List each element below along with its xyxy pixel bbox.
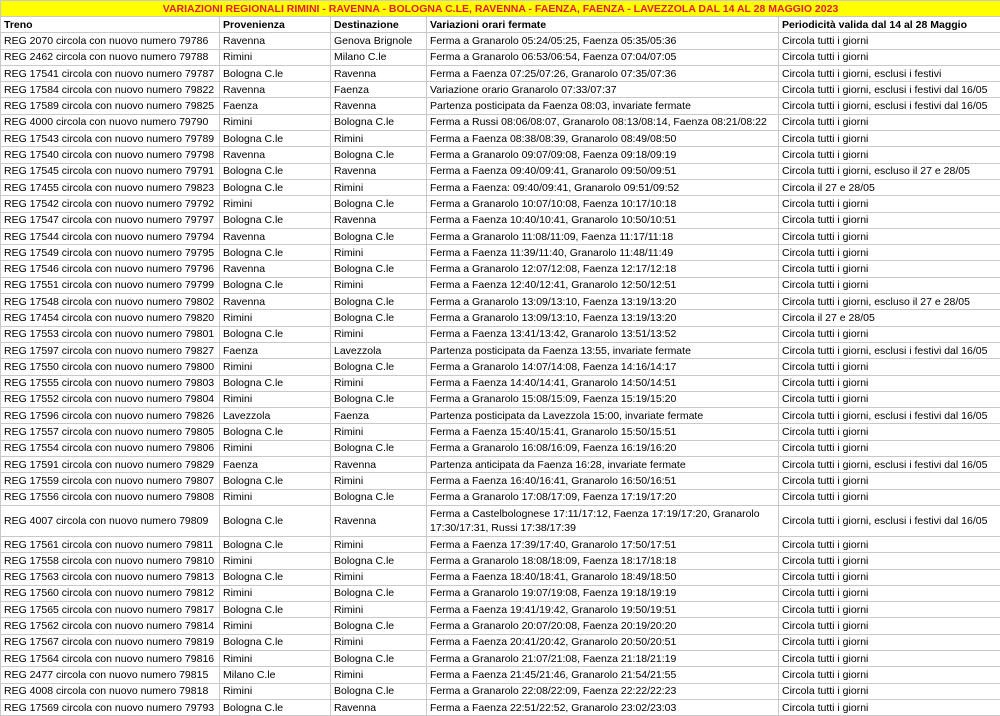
cell-destinazione: Rimini bbox=[331, 634, 427, 650]
cell-variazioni: Ferma a Faenza 18:40/18:41, Granarolo 18:49/18:50 bbox=[427, 569, 779, 585]
cell-periodicita: Circola tutti i giorni bbox=[779, 424, 1000, 440]
cell-periodicita: Circola tutti i giorni, escluso il 27 e 28/05 bbox=[779, 163, 1000, 179]
header-variazioni: Variazioni orari fermate bbox=[427, 17, 779, 33]
cell-treno: REG 17540 circola con nuovo numero 79798 bbox=[1, 147, 220, 163]
cell-provenienza: Bologna C.le bbox=[220, 536, 331, 552]
cell-variazioni: Ferma a Castelbolognese 17:11/17:12, Faenza 17:19/17:20, Granarolo 17:30/17:31, Russi 17:38/17:39 bbox=[427, 505, 779, 536]
table-row bbox=[1, 65, 1000, 81]
cell-treno: REG 17542 circola con nuovo numero 79792 bbox=[1, 196, 220, 212]
table-row bbox=[1, 212, 1000, 228]
cell-destinazione: Ravenna bbox=[331, 212, 427, 228]
cell-provenienza: Rimini bbox=[220, 114, 331, 130]
cell-periodicita: Circola il 27 e 28/05 bbox=[779, 310, 1000, 326]
header-periodicita: Periodicità valida dal 14 al 28 Maggio bbox=[779, 17, 1000, 33]
cell-destinazione: Bologna C.le bbox=[331, 359, 427, 375]
cell-variazioni: Ferma a Granarolo 11:08/11:09, Faenza 11:17/11:18 bbox=[427, 228, 779, 244]
cell-destinazione: Faenza bbox=[331, 82, 427, 98]
cell-periodicita: Circola tutti i giorni, esclusi i festivi dal 16/05 bbox=[779, 82, 1000, 98]
cell-variazioni: Ferma a Faenza 12:40/12:41, Granarolo 12:50/12:51 bbox=[427, 277, 779, 293]
cell-treno: REG 17546 circola con nuovo numero 79796 bbox=[1, 261, 220, 277]
cell-treno: REG 2070 circola con nuovo numero 79786 bbox=[1, 33, 220, 49]
cell-provenienza: Rimini bbox=[220, 391, 331, 407]
cell-destinazione: Rimini bbox=[331, 179, 427, 195]
cell-variazioni: Ferma a Granarolo 05:24/05:25, Faenza 05:35/05:36 bbox=[427, 33, 779, 49]
cell-periodicita: Circola tutti i giorni bbox=[779, 114, 1000, 130]
cell-treno: REG 17554 circola con nuovo numero 79806 bbox=[1, 440, 220, 456]
cell-provenienza: Rimini bbox=[220, 196, 331, 212]
cell-periodicita: Circola tutti i giorni, esclusi i festivi dal 16/05 bbox=[779, 457, 1000, 473]
cell-treno: REG 17556 circola con nuovo numero 79808 bbox=[1, 489, 220, 505]
cell-treno: REG 17564 circola con nuovo numero 79816 bbox=[1, 650, 220, 666]
cell-treno: REG 17555 circola con nuovo numero 79803 bbox=[1, 375, 220, 391]
cell-periodicita: Circola tutti i giorni bbox=[779, 49, 1000, 65]
cell-variazioni: Ferma a Granarolo 21:07/21:08, Faenza 21:18/21:19 bbox=[427, 650, 779, 666]
table-row bbox=[1, 505, 1000, 536]
cell-provenienza: Rimini bbox=[220, 650, 331, 666]
cell-treno: REG 17569 circola con nuovo numero 79793 bbox=[1, 699, 220, 715]
cell-treno: REG 17551 circola con nuovo numero 79799 bbox=[1, 277, 220, 293]
cell-variazioni: Ferma a Faenza 14:40/14:41, Granarolo 14:50/14:51 bbox=[427, 375, 779, 391]
cell-variazioni: Ferma a Granarolo 12:07/12:08, Faenza 12:17/12:18 bbox=[427, 261, 779, 277]
cell-periodicita: Circola tutti i giorni bbox=[779, 618, 1000, 634]
cell-provenienza: Bologna C.le bbox=[220, 131, 331, 147]
cell-periodicita: Circola tutti i giorni bbox=[779, 245, 1000, 261]
cell-destinazione: Faenza bbox=[331, 408, 427, 424]
cell-periodicita: Circola tutti i giorni bbox=[779, 33, 1000, 49]
cell-periodicita: Circola tutti i giorni bbox=[779, 553, 1000, 569]
cell-destinazione: Ravenna bbox=[331, 505, 427, 536]
cell-treno: REG 17454 circola con nuovo numero 79820 bbox=[1, 310, 220, 326]
cell-provenienza: Bologna C.le bbox=[220, 634, 331, 650]
cell-provenienza: Ravenna bbox=[220, 82, 331, 98]
cell-periodicita: Circola tutti i giorni bbox=[779, 699, 1000, 715]
cell-variazioni: Ferma a Granarolo 16:08/16:09, Faenza 16:19/16:20 bbox=[427, 440, 779, 456]
cell-destinazione: Ravenna bbox=[331, 457, 427, 473]
cell-provenienza: Bologna C.le bbox=[220, 602, 331, 618]
table-row bbox=[1, 457, 1000, 473]
cell-periodicita: Circola tutti i giorni bbox=[779, 569, 1000, 585]
cell-treno: REG 4008 circola con nuovo numero 79818 bbox=[1, 683, 220, 699]
cell-periodicita: Circola tutti i giorni bbox=[779, 536, 1000, 552]
cell-variazioni: Ferma a Faenza 13:41/13:42, Granarolo 13:51/13:52 bbox=[427, 326, 779, 342]
cell-treno: REG 17545 circola con nuovo numero 79791 bbox=[1, 163, 220, 179]
cell-variazioni: Variazione orario Granarolo 07:33/07:37 bbox=[427, 82, 779, 98]
cell-periodicita: Circola tutti i giorni bbox=[779, 489, 1000, 505]
cell-periodicita: Circola tutti i giorni bbox=[779, 440, 1000, 456]
cell-treno: REG 17596 circola con nuovo numero 79826 bbox=[1, 408, 220, 424]
cell-variazioni: Ferma a Granarolo 15:08/15:09, Faenza 15:19/15:20 bbox=[427, 391, 779, 407]
cell-variazioni: Ferma a Faenza 08:38/08:39, Granarolo 08:49/08:50 bbox=[427, 131, 779, 147]
cell-treno: REG 17549 circola con nuovo numero 79795 bbox=[1, 245, 220, 261]
cell-periodicita: Circola tutti i giorni bbox=[779, 228, 1000, 244]
header-treno: Treno bbox=[1, 17, 220, 33]
cell-destinazione: Rimini bbox=[331, 424, 427, 440]
cell-variazioni: Partenza posticipata da Faenza 13:55, invariate fermate bbox=[427, 342, 779, 358]
table-row bbox=[1, 359, 1000, 375]
cell-destinazione: Ravenna bbox=[331, 98, 427, 114]
cell-treno: REG 17560 circola con nuovo numero 79812 bbox=[1, 585, 220, 601]
cell-destinazione: Bologna C.le bbox=[331, 489, 427, 505]
cell-periodicita: Circola tutti i giorni bbox=[779, 196, 1000, 212]
cell-periodicita: Circola tutti i giorni, esclusi i festivi bbox=[779, 65, 1000, 81]
cell-destinazione: Bologna C.le bbox=[331, 310, 427, 326]
table-row bbox=[1, 473, 1000, 489]
cell-destinazione: Bologna C.le bbox=[331, 147, 427, 163]
cell-treno: REG 17567 circola con nuovo numero 79819 bbox=[1, 634, 220, 650]
cell-destinazione: Ravenna bbox=[331, 699, 427, 715]
table-row bbox=[1, 342, 1000, 358]
cell-provenienza: Bologna C.le bbox=[220, 179, 331, 195]
table-row bbox=[1, 310, 1000, 326]
table-row bbox=[1, 553, 1000, 569]
cell-variazioni: Partenza posticipata da Faenza 08:03, invariate fermate bbox=[427, 98, 779, 114]
cell-periodicita: Circola il 27 e 28/05 bbox=[779, 179, 1000, 195]
cell-destinazione: Bologna C.le bbox=[331, 196, 427, 212]
cell-destinazione: Bologna C.le bbox=[331, 391, 427, 407]
cell-periodicita: Circola tutti i giorni bbox=[779, 650, 1000, 666]
cell-provenienza: Rimini bbox=[220, 683, 331, 699]
table-row bbox=[1, 131, 1000, 147]
cell-provenienza: Rimini bbox=[220, 618, 331, 634]
cell-variazioni: Partenza anticipata da Faenza 16:28, invariate fermate bbox=[427, 457, 779, 473]
cell-provenienza: Ravenna bbox=[220, 228, 331, 244]
cell-variazioni: Ferma a Faenza 15:40/15:41, Granarolo 15:50/15:51 bbox=[427, 424, 779, 440]
cell-provenienza: Milano C.le bbox=[220, 667, 331, 683]
cell-treno: REG 17553 circola con nuovo numero 79801 bbox=[1, 326, 220, 342]
cell-periodicita: Circola tutti i giorni, esclusi i festivi dal 16/05 bbox=[779, 342, 1000, 358]
cell-variazioni: Ferma a Faenza 07:25/07:26, Granarolo 07:35/07:36 bbox=[427, 65, 779, 81]
cell-provenienza: Ravenna bbox=[220, 33, 331, 49]
cell-provenienza: Rimini bbox=[220, 359, 331, 375]
cell-treno: REG 2477 circola con nuovo numero 79815 bbox=[1, 667, 220, 683]
cell-periodicita: Circola tutti i giorni, esclusi i festivi dal 16/05 bbox=[779, 408, 1000, 424]
cell-periodicita: Circola tutti i giorni, esclusi i festivi dal 16/05 bbox=[779, 98, 1000, 114]
cell-treno: REG 4007 circola con nuovo numero 79809 bbox=[1, 505, 220, 536]
table-row bbox=[1, 277, 1000, 293]
table-row bbox=[1, 699, 1000, 715]
cell-treno: REG 4000 circola con nuovo numero 79790 bbox=[1, 114, 220, 130]
cell-destinazione: Lavezzola bbox=[331, 342, 427, 358]
cell-destinazione: Milano C.le bbox=[331, 49, 427, 65]
table-row bbox=[1, 245, 1000, 261]
cell-destinazione: Bologna C.le bbox=[331, 294, 427, 310]
cell-variazioni: Ferma a Faenza 16:40/16:41, Granarolo 16:50/16:51 bbox=[427, 473, 779, 489]
cell-periodicita: Circola tutti i giorni, esclusi i festivi dal 16/05 bbox=[779, 505, 1000, 536]
cell-destinazione: Rimini bbox=[331, 473, 427, 489]
cell-periodicita: Circola tutti i giorni bbox=[779, 473, 1000, 489]
cell-variazioni: Ferma a Granarolo 18:08/18:09, Faenza 18:17/18:18 bbox=[427, 553, 779, 569]
title-row bbox=[1, 1, 1000, 17]
table-row bbox=[1, 391, 1000, 407]
cell-treno: REG 17584 circola con nuovo numero 79822 bbox=[1, 82, 220, 98]
cell-treno: REG 17559 circola con nuovo numero 79807 bbox=[1, 473, 220, 489]
cell-provenienza: Faenza bbox=[220, 98, 331, 114]
table-row bbox=[1, 163, 1000, 179]
table-row bbox=[1, 228, 1000, 244]
cell-treno: REG 17561 circola con nuovo numero 79811 bbox=[1, 536, 220, 552]
cell-variazioni: Ferma a Faenza 17:39/17:40, Granarolo 17:50/17:51 bbox=[427, 536, 779, 552]
cell-provenienza: Bologna C.le bbox=[220, 65, 331, 81]
cell-variazioni: Ferma a Granarolo 17:08/17:09, Faenza 17:19/17:20 bbox=[427, 489, 779, 505]
cell-periodicita: Circola tutti i giorni bbox=[779, 261, 1000, 277]
header-destinazione: Destinazione bbox=[331, 17, 427, 33]
cell-provenienza: Faenza bbox=[220, 342, 331, 358]
cell-provenienza: Bologna C.le bbox=[220, 375, 331, 391]
cell-treno: REG 17544 circola con nuovo numero 79794 bbox=[1, 228, 220, 244]
cell-provenienza: Bologna C.le bbox=[220, 473, 331, 489]
cell-periodicita: Circola tutti i giorni bbox=[779, 326, 1000, 342]
cell-variazioni: Ferma a Russi 08:06/08:07, Granarolo 08:13/08:14, Faenza 08:21/08:22 bbox=[427, 114, 779, 130]
table-row bbox=[1, 98, 1000, 114]
cell-provenienza: Bologna C.le bbox=[220, 326, 331, 342]
cell-destinazione: Bologna C.le bbox=[331, 114, 427, 130]
cell-provenienza: Faenza bbox=[220, 457, 331, 473]
cell-treno: REG 2462 circola con nuovo numero 79788 bbox=[1, 49, 220, 65]
cell-periodicita: Circola tutti i giorni bbox=[779, 147, 1000, 163]
cell-destinazione: Bologna C.le bbox=[331, 440, 427, 456]
cell-provenienza: Bologna C.le bbox=[220, 212, 331, 228]
cell-treno: REG 17547 circola con nuovo numero 79797 bbox=[1, 212, 220, 228]
cell-treno: REG 17455 circola con nuovo numero 79823 bbox=[1, 179, 220, 195]
cell-destinazione: Rimini bbox=[331, 245, 427, 261]
cell-treno: REG 17543 circola con nuovo numero 79789 bbox=[1, 131, 220, 147]
cell-provenienza: Rimini bbox=[220, 440, 331, 456]
table-row bbox=[1, 326, 1000, 342]
cell-variazioni: Ferma a Granarolo 13:09/13:10, Faenza 13:19/13:20 bbox=[427, 310, 779, 326]
cell-provenienza: Bologna C.le bbox=[220, 505, 331, 536]
cell-destinazione: Rimini bbox=[331, 602, 427, 618]
cell-treno: REG 17558 circola con nuovo numero 79810 bbox=[1, 553, 220, 569]
table-row bbox=[1, 196, 1000, 212]
cell-periodicita: Circola tutti i giorni bbox=[779, 277, 1000, 293]
table-row bbox=[1, 179, 1000, 195]
cell-variazioni: Ferma a Granarolo 09:07/09:08, Faenza 09:18/09:19 bbox=[427, 147, 779, 163]
cell-treno: REG 17541 circola con nuovo numero 79787 bbox=[1, 65, 220, 81]
cell-periodicita: Circola tutti i giorni bbox=[779, 683, 1000, 699]
cell-variazioni: Ferma a Granarolo 22:08/22:09, Faenza 22:22/22:23 bbox=[427, 683, 779, 699]
table-row bbox=[1, 683, 1000, 699]
table-row bbox=[1, 82, 1000, 98]
cell-variazioni: Ferma a Faenza 21:45/21:46, Granarolo 21:54/21:55 bbox=[427, 667, 779, 683]
cell-periodicita: Circola tutti i giorni bbox=[779, 375, 1000, 391]
table-row bbox=[1, 602, 1000, 618]
cell-variazioni: Ferma a Faenza 09:40/09:41, Granarolo 09:50/09:51 bbox=[427, 163, 779, 179]
cell-provenienza: Bologna C.le bbox=[220, 424, 331, 440]
cell-treno: REG 17552 circola con nuovo numero 79804 bbox=[1, 391, 220, 407]
cell-periodicita: Circola tutti i giorni bbox=[779, 359, 1000, 375]
cell-periodicita: Circola tutti i giorni bbox=[779, 212, 1000, 228]
cell-variazioni: Ferma a Granarolo 14:07/14:08, Faenza 14:16/14:17 bbox=[427, 359, 779, 375]
cell-treno: REG 17591 circola con nuovo numero 79829 bbox=[1, 457, 220, 473]
table-row bbox=[1, 536, 1000, 552]
table-row bbox=[1, 618, 1000, 634]
cell-destinazione: Rimini bbox=[331, 536, 427, 552]
cell-destinazione: Rimini bbox=[331, 131, 427, 147]
cell-periodicita: Circola tutti i giorni bbox=[779, 585, 1000, 601]
cell-variazioni: Ferma a Granarolo 06:53/06:54, Faenza 07:04/07:05 bbox=[427, 49, 779, 65]
cell-destinazione: Rimini bbox=[331, 667, 427, 683]
cell-provenienza: Ravenna bbox=[220, 294, 331, 310]
cell-destinazione: Rimini bbox=[331, 326, 427, 342]
table-row bbox=[1, 33, 1000, 49]
cell-periodicita: Circola tutti i giorni bbox=[779, 602, 1000, 618]
cell-destinazione: Bologna C.le bbox=[331, 553, 427, 569]
table-row bbox=[1, 114, 1000, 130]
table-row bbox=[1, 294, 1000, 310]
header-row bbox=[1, 17, 1000, 33]
cell-variazioni: Ferma a Granarolo 20:07/20:08, Faenza 20:19/20:20 bbox=[427, 618, 779, 634]
cell-provenienza: Bologna C.le bbox=[220, 569, 331, 585]
table-body bbox=[1, 33, 1000, 716]
cell-treno: REG 17565 circola con nuovo numero 79817 bbox=[1, 602, 220, 618]
table-row bbox=[1, 650, 1000, 666]
table-row bbox=[1, 147, 1000, 163]
cell-provenienza: Rimini bbox=[220, 310, 331, 326]
cell-provenienza: Ravenna bbox=[220, 261, 331, 277]
table-row bbox=[1, 585, 1000, 601]
cell-provenienza: Ravenna bbox=[220, 147, 331, 163]
cell-variazioni: Ferma a Granarolo 10:07/10:08, Faenza 10:17/10:18 bbox=[427, 196, 779, 212]
cell-periodicita: Circola tutti i giorni, escluso il 27 e 28/05 bbox=[779, 294, 1000, 310]
cell-provenienza: Bologna C.le bbox=[220, 699, 331, 715]
cell-destinazione: Bologna C.le bbox=[331, 618, 427, 634]
cell-treno: REG 17597 circola con nuovo numero 79827 bbox=[1, 342, 220, 358]
cell-destinazione: Rimini bbox=[331, 277, 427, 293]
cell-destinazione: Bologna C.le bbox=[331, 683, 427, 699]
cell-variazioni: Ferma a Faenza: 09:40/09:41, Granarolo 09:51/09:52 bbox=[427, 179, 779, 195]
cell-periodicita: Circola tutti i giorni bbox=[779, 667, 1000, 683]
cell-variazioni: Ferma a Faenza 11:39/11:40, Granarolo 11:48/11:49 bbox=[427, 245, 779, 261]
cell-destinazione: Bologna C.le bbox=[331, 261, 427, 277]
cell-variazioni: Ferma a Faenza 20:41/20:42, Granarolo 20:50/20:51 bbox=[427, 634, 779, 650]
table-row bbox=[1, 408, 1000, 424]
cell-periodicita: Circola tutti i giorni bbox=[779, 391, 1000, 407]
cell-treno: REG 17563 circola con nuovo numero 79813 bbox=[1, 569, 220, 585]
cell-provenienza: Bologna C.le bbox=[220, 277, 331, 293]
cell-destinazione: Genova Brignole bbox=[331, 33, 427, 49]
cell-variazioni: Ferma a Granarolo 19:07/19:08, Faenza 19:18/19:19 bbox=[427, 585, 779, 601]
table-row bbox=[1, 440, 1000, 456]
cell-periodicita: Circola tutti i giorni bbox=[779, 131, 1000, 147]
cell-variazioni: Ferma a Faenza 10:40/10:41, Granarolo 10:50/10:51 bbox=[427, 212, 779, 228]
header-provenienza: Provenienza bbox=[220, 17, 331, 33]
cell-destinazione: Ravenna bbox=[331, 163, 427, 179]
cell-destinazione: Bologna C.le bbox=[331, 650, 427, 666]
cell-provenienza: Bologna C.le bbox=[220, 245, 331, 261]
cell-variazioni: Partenza posticipata da Lavezzola 15:00, invariate fermate bbox=[427, 408, 779, 424]
table-row bbox=[1, 667, 1000, 683]
table-row bbox=[1, 489, 1000, 505]
cell-variazioni: Ferma a Granarolo 13:09/13:10, Faenza 13:19/13:20 bbox=[427, 294, 779, 310]
cell-provenienza: Rimini bbox=[220, 49, 331, 65]
cell-variazioni: Ferma a Faenza 22:51/22:52, Granarolo 23:02/23:03 bbox=[427, 699, 779, 715]
table-row bbox=[1, 49, 1000, 65]
cell-treno: REG 17550 circola con nuovo numero 79800 bbox=[1, 359, 220, 375]
cell-provenienza: Rimini bbox=[220, 553, 331, 569]
cell-destinazione: Ravenna bbox=[331, 65, 427, 81]
cell-provenienza: Rimini bbox=[220, 585, 331, 601]
cell-destinazione: Rimini bbox=[331, 569, 427, 585]
cell-treno: REG 17557 circola con nuovo numero 79805 bbox=[1, 424, 220, 440]
cell-destinazione: Bologna C.le bbox=[331, 585, 427, 601]
cell-variazioni: Ferma a Faenza 19:41/19:42, Granarolo 19:50/19:51 bbox=[427, 602, 779, 618]
table-row bbox=[1, 375, 1000, 391]
cell-treno: REG 17562 circola con nuovo numero 79814 bbox=[1, 618, 220, 634]
cell-provenienza: Rimini bbox=[220, 489, 331, 505]
sheet-title: VARIAZIONI REGIONALI RIMINI - RAVENNA - BOLOGNA C.LE, RAVENNA - FAENZA, FAENZA - LAVEZZOLA DAL 14 AL 28 MAGGIO 2023 bbox=[1, 1, 1000, 17]
table-row bbox=[1, 569, 1000, 585]
cell-destinazione: Rimini bbox=[331, 375, 427, 391]
cell-treno: REG 17589 circola con nuovo numero 79825 bbox=[1, 98, 220, 114]
cell-provenienza: Lavezzola bbox=[220, 408, 331, 424]
table-row bbox=[1, 424, 1000, 440]
cell-treno: REG 17548 circola con nuovo numero 79802 bbox=[1, 294, 220, 310]
cell-periodicita: Circola tutti i giorni bbox=[779, 634, 1000, 650]
table-row bbox=[1, 261, 1000, 277]
cell-destinazione: Bologna C.le bbox=[331, 228, 427, 244]
table-row bbox=[1, 634, 1000, 650]
cell-provenienza: Bologna C.le bbox=[220, 163, 331, 179]
